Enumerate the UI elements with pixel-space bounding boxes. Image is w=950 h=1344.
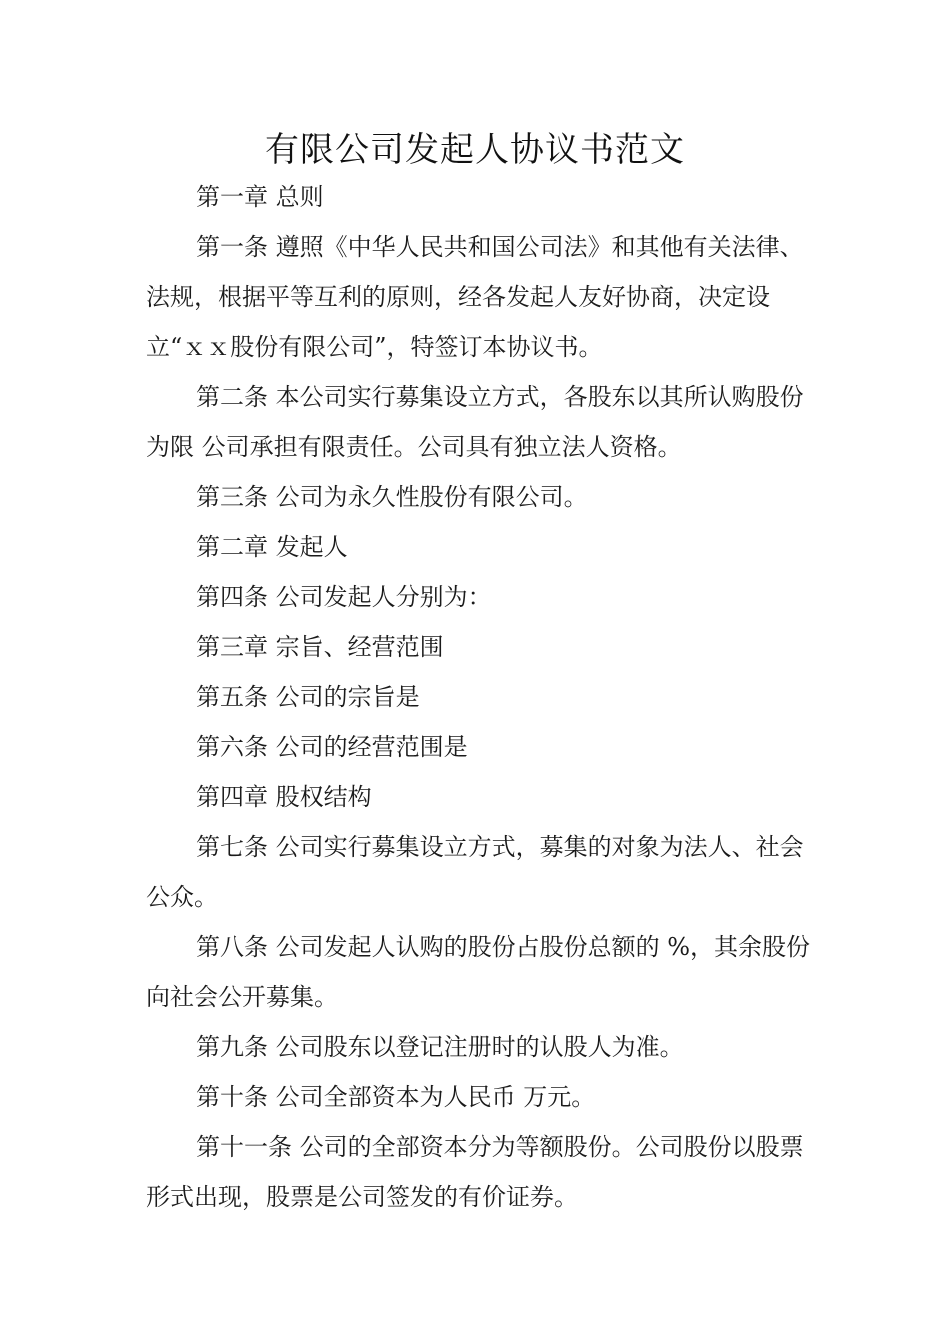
article-4: 第四条 公司发起人分别为： — [196, 583, 492, 611]
chapter-3-heading: 第三章 宗旨、经营范围 — [196, 633, 444, 661]
chapter-4-heading: 第四章 股权结构 — [196, 783, 372, 811]
article-8: 第八条 公司发起人认购的股份占股份总额的 %，其余股份向社会公开募集。 — [146, 933, 811, 1011]
document-title: 有限公司发起人协议书范文 — [265, 130, 685, 170]
article-7: 第七条 公司实行募集设立方式，募集的对象为法人、社会公众。 — [146, 833, 804, 911]
document-body — [146, 172, 816, 1222]
article-6: 第六条 公司的经营范围是 — [196, 733, 468, 761]
article-2: 第二条 本公司实行募集设立方式，各股东以其所认购股份为限 公司承担有限责任。公司具有独立法人资格。 — [146, 383, 804, 461]
article-1: 第一条 遵照《中华人民共和国公司法》和其他有关法律、法规，根据平等互利的原则，经各发起人友好协商，决定设立“ｘｘ股份有限公司”，特签订本协议书。 — [146, 233, 804, 361]
article-9: 第九条 公司股东以登记注册时的认股人为准。 — [196, 1033, 684, 1061]
article-3: 第三条 公司为永久性股份有限公司。 — [196, 483, 588, 511]
chapter-2-heading: 第二章 发起人 — [196, 533, 348, 561]
article-11: 第十一条 公司的全部资本分为等额股份。公司股份以股票形式出现，股票是公司签发的有价证券。 — [146, 1133, 804, 1211]
article-5: 第五条 公司的宗旨是 — [196, 683, 420, 711]
chapter-1-heading: 第一章 总则 — [196, 183, 324, 211]
article-10: 第十条 公司全部资本为人民币 万元。 — [196, 1083, 596, 1111]
